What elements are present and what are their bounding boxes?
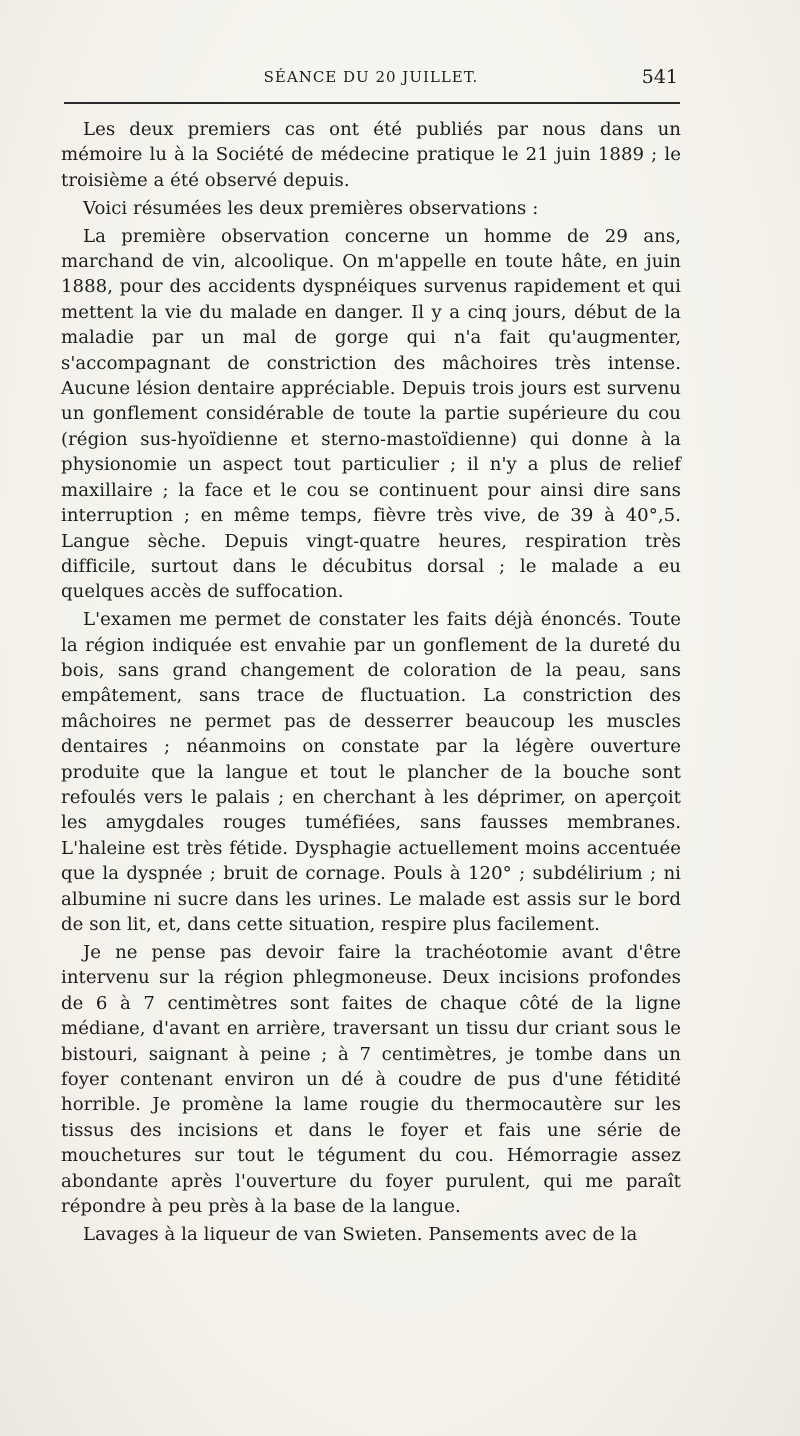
running-head: SÉANCE DU 20 JUILLET. — [263, 68, 479, 86]
paragraph: Lavages à la liqueur de van Swieten. Pansements avec de la — [83, 1223, 638, 1245]
paragraph: La première observation concerne un homme de 29 ans, marchand de vin, alcoolique. On m'appelle en toute hâte, en juin 1888, pour des accidents dyspnéiques survenus rapidement et qui mettent la vie du malade en danger. Il y a cinq jours, début de la maladie par un mal de gorge qui n'a fait qu'augmenter, s'accompagnant de constriction des mâchoires très intense. Aucune lésion dentaire appréciable. Depuis trois jours est survenu un gonflement considérable de toute la partie supérieure du cou (région sus-hyoïdienne et sterno-mastoïdienne) qui donne à la physionomie un aspect tout particulier ; il n'y a plus de relief maxillaire ; la face et le cou se continuent pour ainsi dire sans interruption ; en même temps, fièvre très vive, de 39 à 40°,5. Langue sèche. Depuis vingt-quatre heures, respiration très difficile, surtout dans le décubitus dorsal ; le malade a eu quelques accès de suffocation. — [61, 225, 681, 603]
body-text — [61, 117, 681, 1250]
paragraph: Je ne pense pas devoir faire la trachéotomie avant d'être intervenu sur la région phlegmoneuse. Deux incisions profondes de 6 à 7 centimètres sont faites de chaque côté de la ligne médiane, d'avant en arrière, traversant un tissu dur criant sous le bistouri, saignant à peine ; à 7 centimètres, je tombe dans un foyer contenant environ un dé à coudre de pus d'une fétidité horrible. Je promène la lame rougie du thermocautère sur les tissus des incisions et dans le foyer et fais une série de mouchetures sur tout le tégument du cou. Hémorragie assez abondante après l'ouverture du foyer purulent, qui me paraît répondre à peu près à la base de la langue. — [61, 942, 681, 1218]
page-header — [62, 64, 680, 94]
paragraph: L'examen me permet de constater les faits déjà énoncés. Toute la région indiquée est envahie par un gonflement de la dureté du bois, sans grand changement de coloration de la peau, sans empâtement, sans trace de fluctuation. La constriction des mâchoires ne permet pas de desserrer beaucoup les muscles dentaires ; néanmoins on constate par la légère ouverture produite que la langue et tout le plancher de la bouche sont refoulés vers le palais ; en cherchant à les déprimer, on aperçoit les amygdales rouges tuméfiées, sans fausses membranes. L'haleine est très fétide. Dysphagie actuellement moins accentuée que la dyspnée ; bruit de cornage. Pouls à 120° ; subdélirium ; ni albumine ni sucre dans les urines. Le malade est assis sur le bord de son lit, et, dans cette situation, respire plus facilement. — [61, 609, 681, 936]
paragraph: Voici résumées les deux premières observations : — [83, 197, 539, 219]
header-rule — [64, 102, 680, 104]
paragraph: Les deux premiers cas ont été publiés par nous dans un mémoire lu à la Société de médecine pratique le 21 juin 1889 ; le troisième a été observé depuis. — [61, 119, 681, 191]
page-number: 541 — [641, 66, 678, 88]
